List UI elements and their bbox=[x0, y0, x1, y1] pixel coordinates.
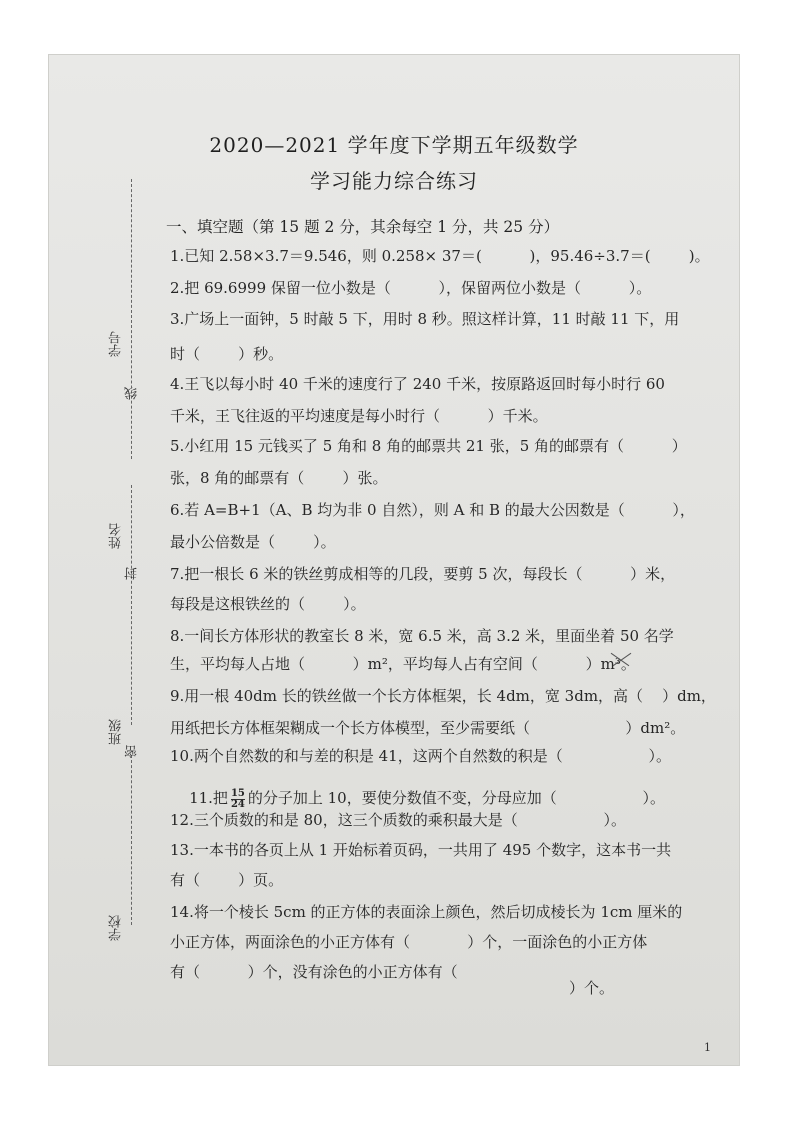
question-line: ）个。 bbox=[569, 979, 615, 997]
question-line: 张，8 角的邮票有（ ）张。 bbox=[170, 469, 388, 487]
question-line: 有（ ）个，没有涂色的小正方体有（ bbox=[170, 963, 458, 981]
fraction bbox=[231, 789, 245, 810]
fraction-numerator: 15 bbox=[230, 787, 245, 799]
question-line: 2.把 69.6999 保留一位小数是（ ），保留两位小数是（ ）。 bbox=[170, 279, 652, 297]
page-number: 1 bbox=[704, 1041, 711, 1054]
question-line: 3.广场上一面钟，5 时敲 5 下，用时 8 秒。照这样计算，11 时敲 11 下，用 bbox=[170, 310, 680, 328]
question-11-suffix: 的分子加上 10，要使分数值不变，分母应加（ ）。 bbox=[247, 789, 666, 807]
question-line: 6.若 A=B+1（A、B 均为非 0 自然），则 A 和 B 的最大公因数是（ ）， bbox=[170, 501, 695, 519]
binding-line-lower bbox=[131, 755, 132, 925]
question-line: 5.小红用 15 元钱买了 5 角和 8 角的邮票共 21 张，5 角的邮票有（ ） bbox=[170, 437, 687, 455]
margin-label-school: 学校 bbox=[109, 915, 124, 941]
question-line: 12.三个质数的和是 80，这三个质数的乘积最大是（ ）。 bbox=[170, 811, 627, 829]
question-line: 千米，王飞往返的平均速度是每小时行（ ）千米。 bbox=[170, 407, 548, 425]
question-line: 7.把一根长 6 米的铁丝剪成相等的几段，要剪 5 次，每段长（ ）米， bbox=[170, 565, 676, 583]
margin-label-line: 线 bbox=[125, 387, 140, 400]
margin-label-student-id: 学号 bbox=[109, 331, 124, 357]
question-line: 9.用一根 40dm 长的铁丝做一个长方体框架，长 4dm，宽 3dm，高（ ）dm， bbox=[170, 687, 716, 705]
question-11-prefix: 11.把 bbox=[189, 789, 228, 807]
question-line: 有（ ）页。 bbox=[170, 871, 284, 889]
question-line: 13.一本书的各页上从 1 开始标着页码，一共用了 495 个数字，这本书一共 bbox=[170, 841, 672, 859]
margin-label-class: 班级 bbox=[109, 719, 124, 745]
margin-label-seal: 封 bbox=[125, 567, 140, 580]
question-line: 生，平均每人占地（ ）m²，平均每人占有空间（ ）m³。 bbox=[170, 655, 636, 673]
binding-line-upper bbox=[131, 179, 132, 459]
page-subtitle: 学习能力综合练习 bbox=[310, 169, 478, 193]
question-line: 10.两个自然数的和与差的积是 41，这两个自然数的积是（ ）。 bbox=[170, 747, 672, 765]
section-heading: 一、填空题（第 15 题 2 分，其余每空 1 分，共 25 分） bbox=[166, 218, 560, 236]
question-line: 用纸把长方体框架糊成一个长方体模型，至少需要纸（ ）dm²。 bbox=[170, 719, 686, 737]
question-line: 4.王飞以每小时 40 千米的速度行了 240 千米，按原路返回时每小时行 60 bbox=[170, 375, 665, 393]
question-line: 小正方体，两面涂色的小正方体有（ ）个，一面涂色的小正方体 bbox=[170, 933, 648, 951]
page-title: 2020—2021 学年度下学期五年级数学 bbox=[209, 133, 579, 157]
scanned-page bbox=[48, 54, 740, 1066]
margin-label-secret: 密 bbox=[125, 745, 140, 758]
question-line: 时（ ）秒。 bbox=[170, 345, 284, 363]
question-line: 最小公倍数是（ ）。 bbox=[170, 533, 336, 551]
margin-label-name: 姓名 bbox=[109, 523, 124, 549]
question-line: 1.已知 2.58×3.7＝9.546，则 0.258× 37＝( )，95.46÷3.7＝( )。 bbox=[170, 247, 710, 265]
question-line: 每段是这根铁丝的（ ）。 bbox=[170, 595, 366, 613]
binding-line-middle bbox=[131, 485, 132, 725]
question-line: 8.一间长方体形状的教室长 8 米，宽 6.5 米，高 3.2 米，里面坐着 50 名学 bbox=[170, 627, 674, 645]
fraction-denominator: 24 bbox=[230, 798, 245, 810]
question-line: 14.将一个棱长 5cm 的正方体的表面涂上颜色，然后切成棱长为 1cm 厘米的 bbox=[170, 903, 683, 921]
